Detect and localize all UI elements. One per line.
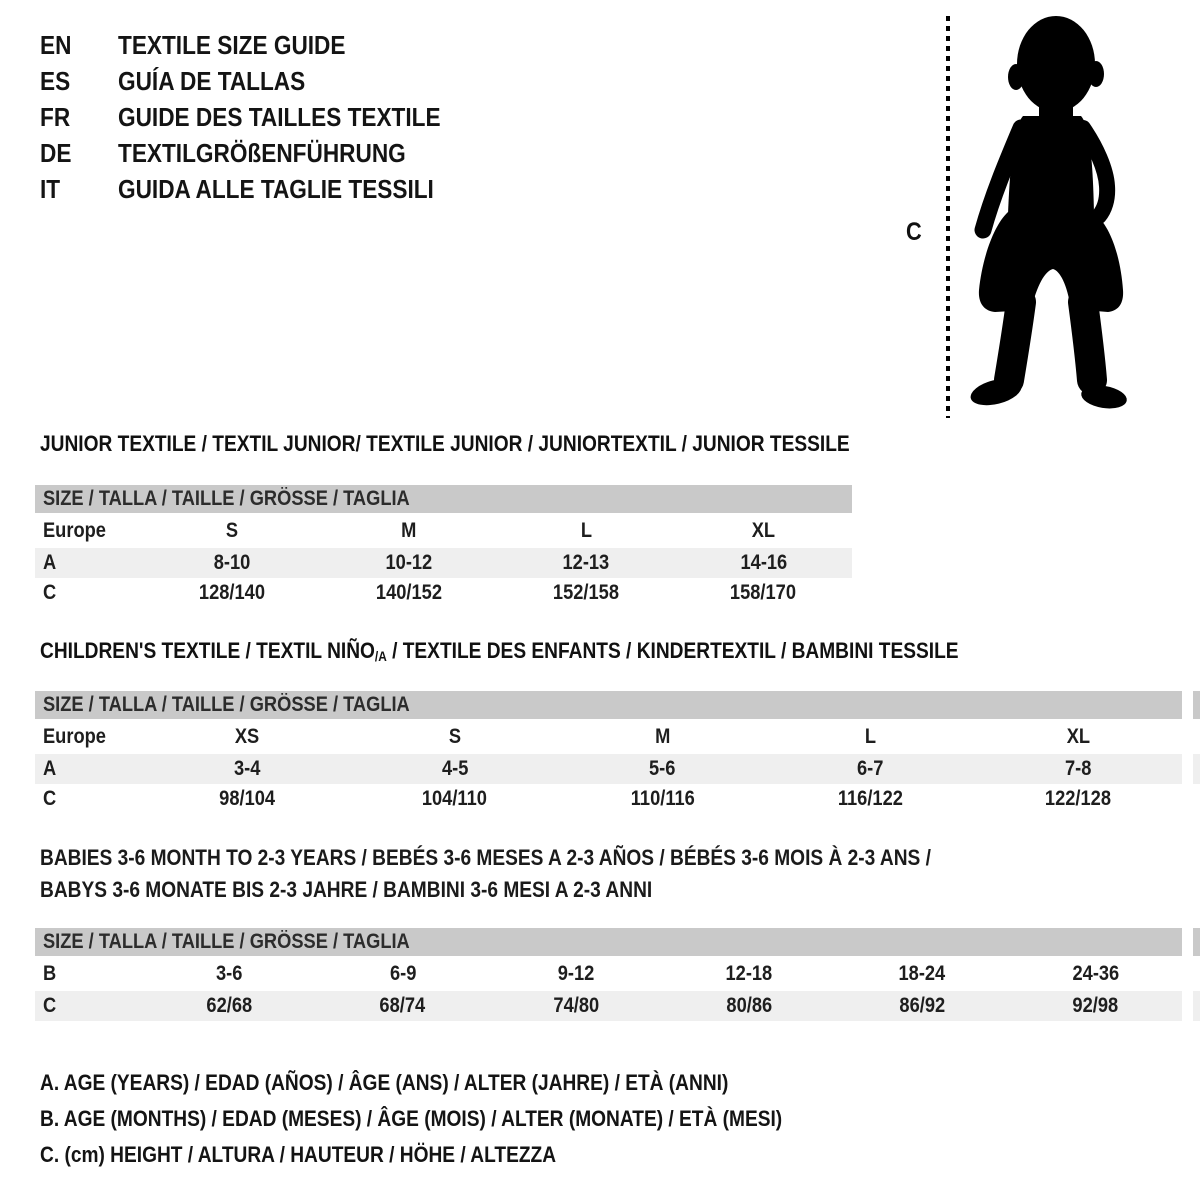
language-code [40,102,118,133]
language-title-text: GUÍA DE TALLAS [118,65,306,96]
cell-value: 140/152 [375,581,442,604]
row-label [35,956,143,991]
junior-size-table [35,485,852,608]
table-row [35,513,852,548]
babies-title-line1 [40,842,1190,874]
cell-value: 18-24 [898,961,946,985]
language-row [40,63,489,99]
cell-value: 4-5 [441,757,468,780]
language-code-text: IT [40,173,61,204]
cell-value: 8-10 [213,551,250,574]
height-dashed-line [946,16,950,418]
language-title [118,30,379,61]
footnote-text: B. AGE (MONTHS) / EDAD (MESES) / ÂGE (MOIS) / ALTER (MONATE) / ETÀ (MESI) [40,1106,783,1131]
table-edge-sliver [1193,928,1200,956]
cell-value: 7-8 [1064,757,1092,780]
size-header-text: SIZE / TALLA / TAILLE / GRÖSSE / TAGLIA [43,693,410,716]
cell-value: L [864,724,876,748]
language-row [40,171,489,207]
table-row [35,754,1182,784]
junior-table-rows [35,513,852,608]
language-title-text: TEXTILE SIZE GUIDE [118,29,346,60]
cell-value: 12-13 [562,551,610,574]
footnote [40,1101,893,1137]
footnote-text: A. AGE (YEARS) / EDAD (AÑOS) / ÂGE (ANS) / ALTER (JAHRE) / ETÀ (ANNI) [40,1070,729,1095]
cell-value: 24-36 [1072,961,1119,985]
cell-value: S [448,724,461,748]
cell-value: 152/158 [553,581,620,604]
cell-value: 3-6 [216,961,243,985]
table-cell [559,719,767,754]
size-header-bar [35,691,1182,719]
language-row [40,99,489,135]
babies-title-line2 [40,874,1190,906]
babies-title-line1-text: BABIES 3-6 MONTH TO 2-3 YEARS / BEBÉS 3-6 MESES A 2-3 AÑOS / BÉBÉS 3-6 MOIS À 2-3 ANS / [40,845,931,870]
children-size-table [35,691,1182,814]
cell-value: 158/170 [730,581,797,604]
row-label [35,513,143,548]
toddler-head [1017,16,1095,112]
footnote [40,1065,893,1101]
table-cell [675,578,852,608]
table-cell [320,578,497,608]
table-row [35,956,1182,991]
table-cell [663,956,836,991]
language-code-text: FR [40,101,71,132]
table-cell [498,548,675,578]
cell-value: 98/104 [218,787,275,810]
row-label [35,578,143,608]
row-label-text: B [43,961,57,985]
row-label-text: Europe [43,724,106,748]
row-label-text: C [43,787,57,810]
table-row [35,784,1182,814]
nino-a-subscript: /A [374,649,387,664]
table-cell [489,991,662,1021]
cell-value: L [580,518,592,542]
table-cell [836,991,1009,1021]
babies-section-title [40,842,1190,906]
language-title [118,102,489,133]
babies-size-table [35,928,1182,1021]
cell-value: XS [234,724,260,748]
language-title [118,174,481,205]
cell-value: 74/80 [553,994,599,1017]
language-code-text: DE [40,137,72,168]
babies-title-line2-text: BABYS 3-6 MONATE BIS 2-3 JAHRE / BAMBINI 3-6 MESI A 2-3 ANNI [40,877,653,902]
size-header-text: SIZE / TALLA / TAILLE / GRÖSSE / TAGLIA [43,930,410,953]
row-label-text: A [43,551,57,574]
cell-value: 92/98 [1072,994,1119,1017]
cell-value: 12-18 [725,961,773,985]
cell-value: 80/86 [726,994,772,1017]
language-title [118,138,449,169]
table-cell [974,784,1182,814]
cell-value: 104/110 [422,787,488,810]
cell-value: 116/122 [837,787,903,810]
table-cell [675,513,852,548]
size-header-text: SIZE / TALLA / TAILLE / GRÖSSE / TAGLIA [43,487,410,510]
table-edge-sliver [1193,691,1200,719]
language-code [40,30,118,61]
cell-value: 3-4 [233,757,261,780]
row-label [35,719,143,754]
row-label [35,991,143,1021]
size-header-bar [35,928,1182,956]
table-cell [498,513,675,548]
cell-value: 6-9 [389,961,416,985]
row-label-text: Europe [43,518,106,542]
footnote-list [40,1065,893,1173]
row-label [35,784,143,814]
table-cell [836,956,1009,991]
table-cell [143,719,351,754]
cell-value: 68/74 [379,994,426,1017]
table-cell [351,719,559,754]
table-cell [320,513,497,548]
table-cell [351,784,559,814]
table-cell [675,548,852,578]
cell-value: M [654,724,671,748]
cell-value: XL [751,518,776,542]
cell-value: 128/140 [198,581,265,604]
row-label-text: C [43,994,57,1017]
toddler-silhouette-image [963,14,1141,420]
table-row [35,578,852,608]
cell-value: 9-12 [557,961,595,985]
language-title-list [40,27,489,207]
language-code [40,138,118,169]
cell-value: 62/68 [206,994,253,1017]
table-cell [143,578,320,608]
table-cell [498,578,675,608]
cell-value: M [401,518,417,542]
table-cell [351,754,559,784]
table-cell [316,956,489,991]
language-code-text: ES [40,65,71,96]
children-table-rows [35,719,1182,814]
children-section-title-text: CHILDREN'S TEXTILE / TEXTIL NIÑO/A / TEXTILE DES ENFANTS / KINDERTEXTIL / BAMBINI TESSILE [40,638,959,664]
cell-value: XL [1066,724,1090,748]
table-cell [143,956,316,991]
table-cell [489,956,662,991]
language-title-text: GUIDA ALLE TAGLIE TESSILI [118,173,434,204]
row-label [35,548,143,578]
babies-table-rows [35,956,1182,1021]
language-title [118,66,333,97]
language-code [40,174,118,205]
table-edge-sliver [1193,991,1200,1021]
table-edge-sliver [1193,754,1200,784]
table-cell [143,548,320,578]
language-title-text: GUIDE DES TAILLES TEXTILE [118,101,441,132]
table-cell [143,513,320,548]
table-row [35,719,1182,754]
junior-section-title [40,430,971,458]
junior-section-title-text: JUNIOR TEXTILE / TEXTIL JUNIOR/ TEXTILE JUNIOR / JUNIORTEXTIL / JUNIOR TESSILE [40,431,850,456]
cell-value: 5-6 [649,757,676,780]
table-row [35,548,852,578]
table-cell [143,754,351,784]
cell-value: 10-12 [385,551,433,574]
table-cell [143,784,351,814]
children-section-title [40,637,1096,665]
cell-value: 14-16 [740,551,787,574]
table-cell [1009,956,1182,991]
row-label-text: C [43,581,57,604]
size-header-bar [35,485,852,513]
language-code-text: EN [40,29,72,60]
height-measure-label-text: C [906,218,922,246]
height-measure-label [906,218,924,247]
cell-value: 122/128 [1045,787,1112,810]
table-cell [559,754,767,784]
table-cell [766,719,974,754]
table-cell [1009,991,1182,1021]
cell-value: 110/116 [630,787,695,810]
table-cell [974,754,1182,784]
cell-value: S [225,518,238,542]
table-cell [663,991,836,1021]
row-label [35,754,143,784]
table-cell [974,719,1182,754]
table-row [35,991,1182,1021]
table-cell [320,548,497,578]
table-cell [559,784,767,814]
language-row [40,135,489,171]
language-title-text: TEXTILGRÖßENFÜHRUNG [118,137,406,168]
table-cell [766,754,974,784]
table-cell [766,784,974,814]
cell-value: 6-7 [857,757,884,780]
table-cell [143,991,316,1021]
footnote-text: C. (cm) HEIGHT / ALTURA / HAUTEUR / HÖHE / ALTEZZA [40,1142,557,1167]
language-code [40,66,118,97]
row-label-text: A [43,757,57,780]
cell-value: 86/92 [899,994,946,1017]
language-row [40,27,489,63]
footnote [40,1137,893,1173]
table-cell [316,991,489,1021]
